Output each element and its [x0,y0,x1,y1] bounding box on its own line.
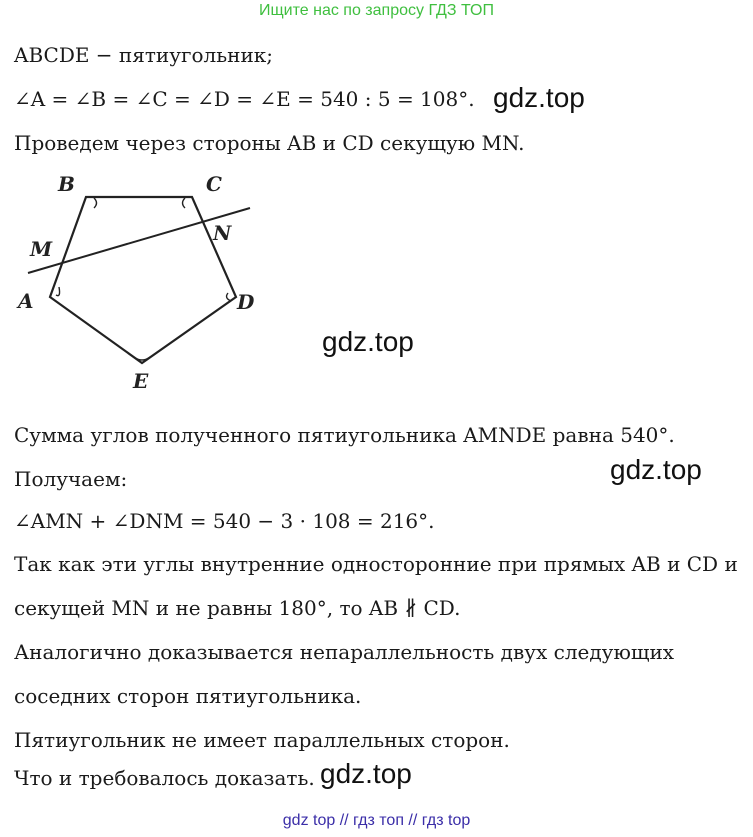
pentagon-figure [14,166,284,396]
text-line-5: Получаем: [14,467,128,491]
text-line-2: ∠A = ∠B = ∠C = ∠D = ∠E = 540 : 5 = 108°. [14,87,475,111]
search-banner[interactable]: Ищите нас по запросу ГДЗ ТОП [259,2,494,19]
watermark: gdz.top [320,758,412,789]
text-line-12: Что и требовалось доказать. [14,766,315,790]
text-line-11: Пятиугольник не имеет параллельных сторон. [14,728,510,752]
label-d: D [237,290,255,314]
angle-arc-c [183,198,186,208]
footer-links[interactable]: gdz top // гдз топ // гдз top [282,812,471,829]
pentagon-shape [50,197,236,363]
text-line-9: Аналогично доказывается непараллельность двух следующих [14,640,675,664]
label-b: B [58,172,75,196]
watermark: gdz.top [493,82,585,113]
label-e: E [133,369,149,393]
angle-arc-a [56,287,60,296]
angle-arc-b [94,198,97,208]
text-line-3: Проведем через стороны AB и CD секущую MN. [14,131,525,155]
pentagon-diagram [14,166,284,396]
label-m: M [30,237,53,261]
watermark: gdz.top [610,454,702,485]
watermark: gdz.top [322,326,414,357]
label-a: A [18,289,34,313]
text-line-1: ABCDE − пятиугольник; [14,43,274,67]
text-line-7: Так как эти углы внутренние односторонние при прямых AB и CD и [14,552,738,576]
text-line-6: ∠AMN + ∠DNM = 540 − 3 · 108 = 216°. [14,509,435,533]
text-line-8: секущей MN и не равны 180°, то AB ∦ CD. [14,596,461,620]
text-line-4: Сумма углов полученного пятиугольника AMNDE равна 540°. [14,423,675,447]
text-line-10: соседних сторон пятиугольника. [14,684,362,708]
label-c: C [206,172,222,196]
label-n: N [213,221,232,245]
